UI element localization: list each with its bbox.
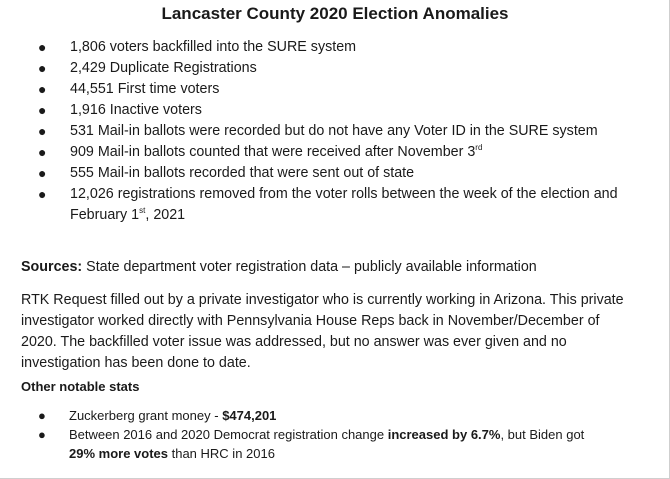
grant-amount: $474,201	[222, 408, 277, 423]
vote-increase: 29% more votes	[69, 446, 168, 461]
ordinal-suffix: st	[139, 206, 146, 216]
paragraph-line: investigation has been done to date.	[21, 355, 251, 371]
list-item	[38, 425, 648, 463]
bullet-icon: ●	[38, 165, 47, 181]
list-item-text: 555 Mail-in ballots recorded that were sent out of state	[70, 165, 415, 181]
list-item-text: Between 2016 and 2020 Democrat registration change	[69, 427, 388, 442]
sources-label: Sources:	[21, 259, 83, 275]
list-item	[38, 184, 648, 226]
bullet-icon: ●	[38, 39, 47, 55]
list-item-text: , but Biden got	[500, 427, 585, 442]
list-item	[38, 142, 648, 163]
paragraph-line: RTK Request filled out by a private investigator who is currently working in Arizona. This private	[21, 292, 624, 308]
bullet-icon: ●	[38, 102, 47, 118]
paragraph-line: 2020. The backfilled voter issue was addressed, but no answer was ever given and no	[21, 334, 567, 350]
list-item-text-continued: February 1	[70, 207, 140, 223]
list-item	[38, 58, 648, 79]
list-item	[38, 406, 648, 425]
other-stats-list	[38, 406, 648, 463]
list-item-text: 1,916 Inactive voters	[70, 102, 202, 118]
list-item	[38, 79, 648, 100]
bullet-icon: ●	[38, 186, 47, 202]
registration-change: increased by 6.7%	[387, 427, 501, 442]
anomalies-list	[38, 37, 648, 226]
list-item-text: 2,429 Duplicate Registrations	[70, 60, 257, 76]
document-title: Lancaster County 2020 Election Anomalies	[161, 4, 509, 23]
other-stats-heading: Other notable stats	[21, 379, 140, 394]
list-item-text-tail: , 2021	[145, 207, 186, 223]
paragraph-line: investigator worked directly with Pennsylvania House Reps back in November/December of	[21, 313, 600, 329]
bullet-icon: ●	[38, 427, 46, 442]
ordinal-suffix: rd	[475, 143, 483, 153]
bullet-icon: ●	[38, 408, 46, 423]
sources-line	[21, 258, 661, 276]
bullet-icon: ●	[38, 60, 47, 76]
list-item-text: than HRC in 2016	[168, 446, 275, 461]
bullet-icon: ●	[38, 144, 47, 160]
list-item-text: 12,026 registrations removed from the voter rolls between the week of the election and	[70, 186, 618, 202]
rtk-paragraph	[21, 290, 646, 374]
list-item	[38, 163, 648, 184]
list-item	[38, 121, 648, 142]
list-item-text: 1,806 voters backfilled into the SURE system	[70, 39, 357, 55]
bullet-icon: ●	[38, 81, 47, 97]
sources-text: State department voter registration data – publicly available information	[82, 259, 537, 275]
list-item	[38, 100, 648, 121]
bullet-icon: ●	[38, 123, 47, 139]
list-item	[38, 37, 648, 58]
list-item-text: 909 Mail-in ballots counted that were received after November 3	[70, 144, 476, 160]
list-item-text: Zuckerberg grant money -	[69, 408, 223, 423]
list-item-text: 531 Mail-in ballots were recorded but do not have any Voter ID in the SURE system	[70, 123, 598, 139]
list-item-text: 44,551 First time voters	[70, 81, 220, 97]
